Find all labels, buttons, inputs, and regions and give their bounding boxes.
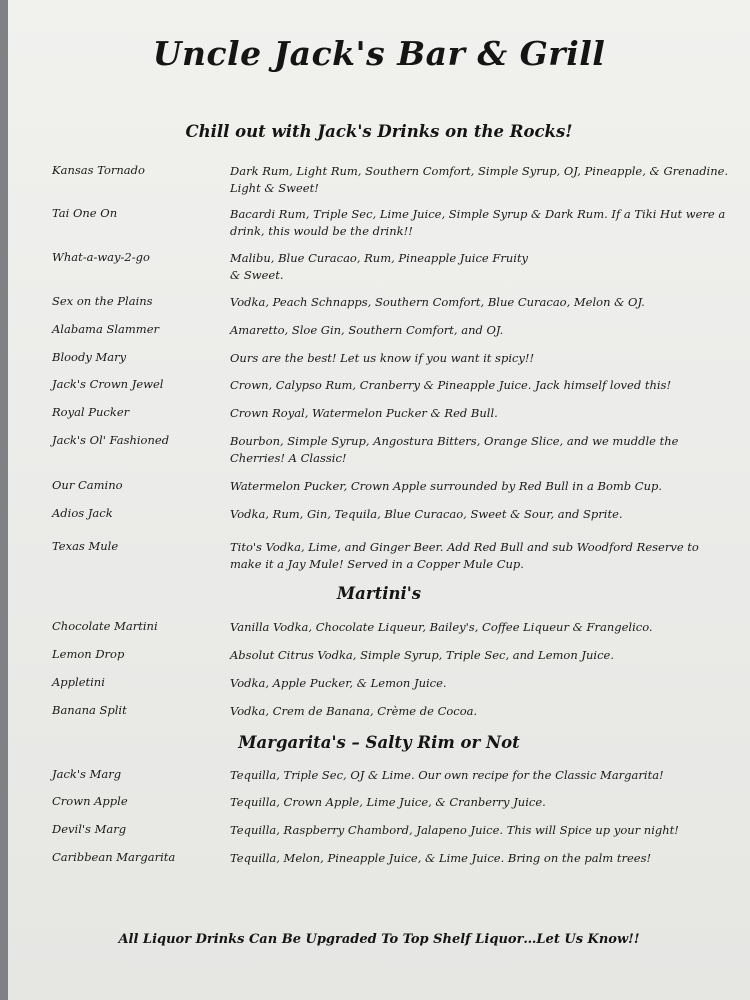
drink-name: Appletini	[52, 675, 105, 689]
drink-name: Lemon Drop	[52, 647, 125, 661]
drink-name: Our Camino	[52, 478, 123, 492]
drink-name: Chocolate Martini	[52, 619, 158, 633]
drink-name: Adios Jack	[52, 506, 113, 520]
drink-name: Alabama Slammer	[52, 322, 159, 336]
drink-name: Jack's Ol' Fashioned	[52, 433, 170, 447]
drink-description: Vodka, Crem de Banana, Crème de Cocoa.	[230, 704, 478, 718]
drink-name: Sex on the Plains	[52, 294, 153, 308]
drink-name: Jack's Marg	[52, 767, 122, 781]
drink-description: Dark Rum, Light Rum, Southern Comfort, Simple Syrup, OJ, Pineapple, & Grenadine. Light & Sweet!	[230, 164, 729, 195]
drink-description: Vodka, Peach Schnapps, Southern Comfort, Blue Curacao, Melon & OJ.	[230, 295, 645, 309]
drink-description: Bacardi Rum, Triple Sec, Lime Juice, Simple Syrup & Dark Rum. If a Tiki Hut were a drink, this would be the drink!!	[230, 207, 726, 238]
drink-description: Vodka, Apple Pucker, & Lemon Juice.	[230, 676, 447, 690]
drink-description: Tequilla, Crown Apple, Lime Juice, & Cranberry Juice.	[230, 795, 546, 809]
drink-description: Watermelon Pucker, Crown Apple surrounded by Red Bull in a Bomb Cup.	[230, 479, 663, 493]
menu-title: Uncle Jack's Bar & Grill	[152, 34, 606, 73]
drink-description: Tequilla, Triple Sec, OJ & Lime. Our own recipe for the Classic Margarita!	[230, 768, 664, 782]
drink-name: Royal Pucker	[52, 405, 130, 419]
drink-description: Tito's Vodka, Lime, and Ginger Beer. Add Red Bull and sub Woodford Reserve to make it a Jay Mule! Served in a Copper Mule Cup.	[230, 540, 699, 571]
drink-name: Crown Apple	[52, 794, 128, 808]
drink-name: Bloody Mary	[52, 350, 127, 364]
section-heading-martinis: Martini's	[336, 584, 422, 603]
drink-description: Bourbon, Simple Syrup, Angostura Bitters, Orange Slice, and we muddle the Cherries! A Classic!	[230, 434, 679, 465]
drink-description: Crown Royal, Watermelon Pucker & Red Bull.	[230, 406, 498, 420]
drink-name: Kansas Tornado	[52, 163, 145, 177]
drink-description: Crown, Calypso Rum, Cranberry & Pineapple Juice. Jack himself loved this!	[230, 378, 672, 392]
drink-name: Banana Split	[52, 703, 127, 717]
footer-note: All Liquor Drinks Can Be Upgraded To Top Shelf Liquor…Let Us Know!!	[118, 932, 640, 947]
drink-name: Devil's Marg	[52, 822, 127, 836]
drink-description: Ours are the best! Let us know if you want it spicy!!	[230, 351, 535, 365]
drink-description: Malibu, Blue Curacao, Rum, Pineapple Juice Fruity & Sweet.	[230, 251, 529, 282]
drink-name: Tai One On	[52, 206, 118, 220]
drink-description: Amaretto, Sloe Gin, Southern Comfort, and OJ.	[230, 323, 504, 337]
drink-name: Jack's Crown Jewel	[52, 377, 164, 391]
section-heading-margaritas: Margarita's – Salty Rim or Not	[238, 733, 520, 752]
drink-name: Caribbean Margarita	[52, 850, 176, 864]
drink-description: Absolut Citrus Vodka, Simple Syrup, Triple Sec, and Lemon Juice.	[230, 648, 614, 662]
drink-description: Vanilla Vodka, Chocolate Liqueur, Bailey's, Coffee Liqueur & Frangelico.	[230, 620, 653, 634]
drink-name: Texas Mule	[52, 539, 119, 553]
drink-description: Tequilla, Raspberry Chambord, Jalapeno Juice. This will Spice up your night!	[230, 823, 679, 837]
section-heading-rocks: Chill out with Jack's Drinks on the Rocks!	[185, 122, 573, 141]
menu-page	[8, 0, 750, 1000]
drink-name: What-a-way-2-go	[52, 250, 150, 264]
drink-description: Vodka, Rum, Gin, Tequila, Blue Curacao, Sweet & Sour, and Sprite.	[230, 507, 623, 521]
drink-description: Tequilla, Melon, Pineapple Juice, & Lime Juice. Bring on the palm trees!	[230, 851, 652, 865]
